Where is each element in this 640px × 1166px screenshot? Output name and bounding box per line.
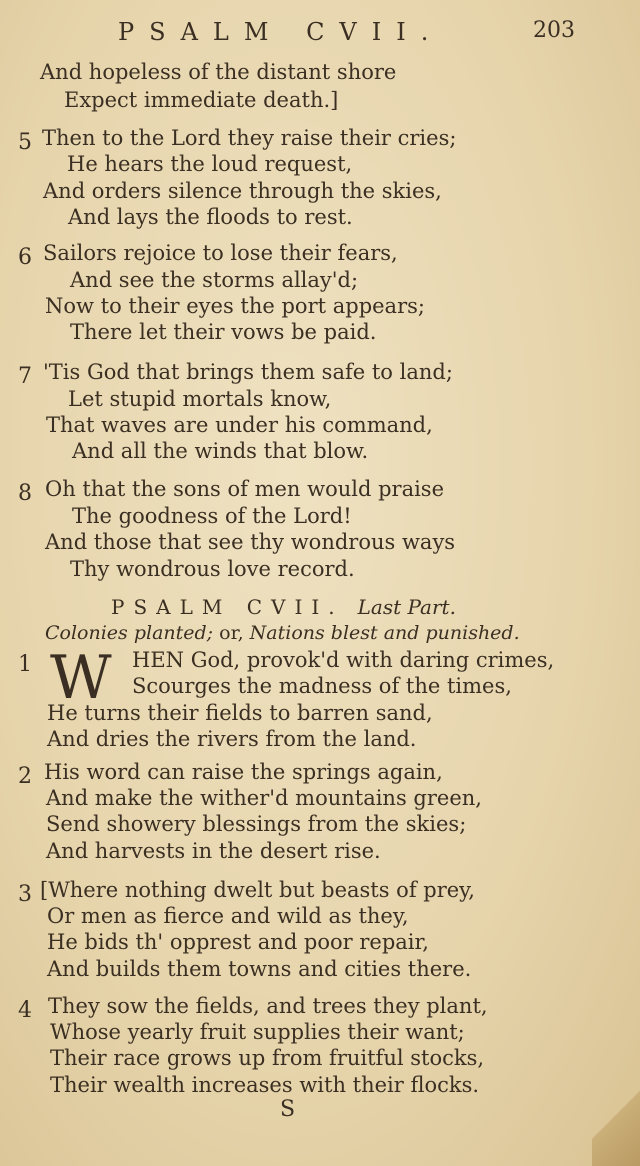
verse-line: Expect immediate death.] (64, 88, 339, 112)
verse-line: He hears the loud request, (67, 152, 353, 176)
section-heading (111, 595, 456, 619)
verse-line: And all the winds that blow. (72, 439, 369, 463)
verse-line: That waves are under his command, (46, 413, 433, 437)
verse-number: 3 (18, 882, 32, 907)
verse-line: Then to the Lord they raise their cries; (42, 126, 457, 150)
verse-line: And those that see thy wondrous ways (45, 530, 456, 554)
verse-number: 8 (18, 481, 32, 506)
verse-line: Their race grows up from fruitful stocks, (50, 1046, 485, 1070)
verse-line: And lays the floods to rest. (68, 205, 353, 229)
verse-line: Thy wondrous love record. (70, 557, 355, 581)
verse-line: He turns their fields to barren sand, (47, 701, 433, 725)
verse-line: HEN God, provok'd with daring crimes, (132, 648, 555, 672)
page-header (0, 18, 640, 52)
verse-line: Sailors rejoice to lose their fears, (43, 241, 398, 265)
subtitle-part-a: Colonies planted; (45, 622, 214, 644)
verse-line: There let their vows be paid. (70, 320, 377, 344)
verse-line: Oh that the sons of men would praise (45, 477, 445, 501)
verse-number: 6 (18, 245, 32, 270)
verse-line: And make the wither'd mountains green, (46, 786, 482, 810)
verse-line: And harvests in the desert rise. (46, 839, 381, 863)
section-subtitle (45, 622, 520, 644)
verse-number: 5 (18, 130, 32, 155)
verse-line: Whose yearly fruit supplies their want; (50, 1020, 465, 1044)
verse-line: And hopeless of the distant shore (40, 60, 397, 84)
verse-line: And see the storms allay'd; (70, 268, 359, 292)
signature-mark: S (280, 1097, 296, 1122)
verse-number: 7 (18, 364, 32, 389)
subtitle-or: or, (219, 622, 244, 644)
verse-line: They sow the fields, and trees they plant, (48, 994, 488, 1018)
verse-number: 4 (18, 998, 32, 1023)
folded-corner (592, 1076, 640, 1166)
verse-line: He bids th' opprest and poor repair, (47, 930, 429, 954)
section-title: PSALM CVII. (111, 595, 344, 619)
subtitle-part-b: Nations blest and punished. (249, 622, 520, 644)
verse-line: Send showery blessings from the skies; (46, 812, 467, 836)
verse-line: Scourges the madness of the times, (132, 674, 512, 698)
verse-line: And dries the rivers from the land. (47, 727, 417, 751)
verse-number: 1 (18, 652, 32, 677)
verse-line: His word can raise the springs again, (44, 760, 443, 784)
running-title: PSALM CVII. (118, 18, 444, 46)
verse-line: And builds them towns and cities there. (47, 957, 472, 981)
drop-cap: W (50, 643, 112, 713)
verse-line: Let stupid mortals know, (68, 387, 332, 411)
verse-line: Or men as fierce and wild as they, (47, 904, 409, 928)
verse-line: The goodness of the Lord! (72, 504, 352, 528)
verse-line: Their wealth increases with their flocks. (50, 1073, 480, 1097)
verse-line: Now to their eyes the port appears; (45, 294, 425, 318)
verse-line: And orders silence through the skies, (43, 179, 442, 203)
section-title-suffix: Last Part. (357, 595, 456, 619)
verse-number: 2 (18, 764, 32, 789)
verse-line: 'Tis God that brings them safe to land; (43, 360, 453, 384)
verse-line: [Where nothing dwelt but beasts of prey, (40, 878, 475, 902)
page-number: 203 (533, 18, 575, 43)
